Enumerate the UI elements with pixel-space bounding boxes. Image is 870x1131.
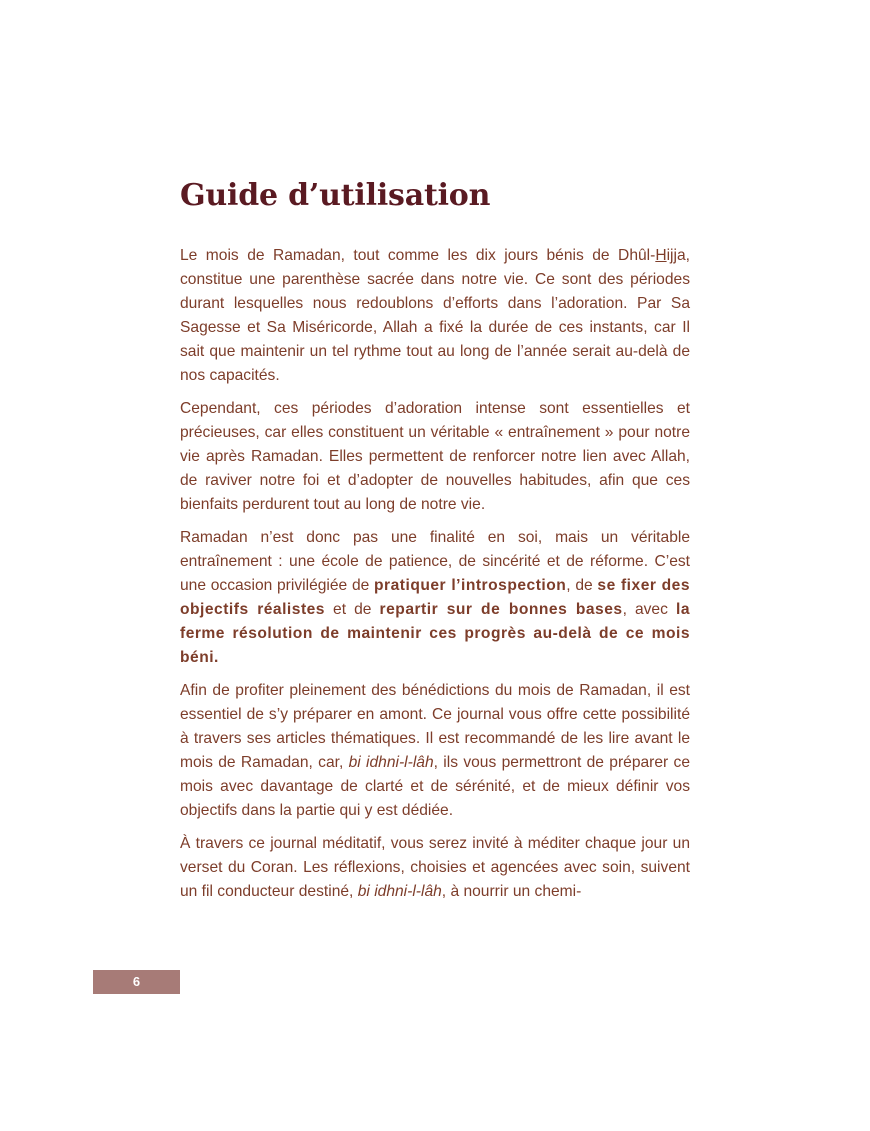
- text-segment: Afin de profiter pleinement des bénédictions du mois de Ramadan, il est essentiel de s’y préparer en amont. Ce journal vous offre cette possibilité à travers ses articles thématiques. Il est recommandé de les lire avant le mois de Ramadan, car,: [180, 682, 690, 771]
- paragraph: [180, 244, 690, 388]
- bold-text: repartir sur de bonnes bases: [379, 601, 623, 618]
- paragraph: [180, 832, 690, 904]
- page-title: Guide d’utilisation: [180, 178, 491, 213]
- text-segment: , de: [566, 577, 598, 594]
- text-segment: Ramadan n’est donc pas une finalité en soi, mais un véritable entraînement : une école de patience, de sincérité et de réforme. C’est une occasion privilégiée de: [180, 529, 690, 594]
- paragraph: [180, 397, 690, 517]
- paragraph: [180, 526, 690, 670]
- text-segment: , à nourrir un chemi-: [441, 883, 582, 900]
- bold-text: la ferme résolution de maintenir ces progrès au-delà de ce mois béni.: [180, 601, 690, 666]
- text-segment: , ils vous permettront de préparer ce mois avec davantage de clarté et de sérénité, et de mieux définir vos objectifs dans la partie qui y est dédiée.: [180, 754, 691, 819]
- underlined-text: H: [655, 247, 667, 264]
- bold-text: se fixer des objectifs réalistes: [180, 577, 691, 618]
- bold-text: pratiquer l’introspection: [374, 577, 567, 594]
- text-segment: Cependant, ces périodes d’adoration intense sont essentielles et précieuses, car elles constituent un véritable « entraînement » pour notre vie après Ramadan. Elles permettent de renforcer notre lien avec Allah, de raviver notre foi et d’adopter de nouvelles habitudes, afin que ces bienfaits perdurent tout au long de notre vie.: [180, 400, 690, 513]
- text-segment: Le mois de Ramadan, tout comme les dix jours bénis de Dhûl-: [180, 247, 656, 264]
- text-segment: et de: [324, 601, 380, 618]
- body-text: [180, 244, 690, 913]
- italic-text: bi idhni-l-lâh: [357, 883, 442, 900]
- page-number-badge: 6: [93, 970, 180, 994]
- text-segment: ijja, constitue une parenthèse sacrée dans notre vie. Ce sont des périodes durant lesquelles nous redoublons d’efforts dans l’adoration. Par Sa Sagesse et Sa Miséricorde, Allah a fixé la durée de ces instants, car Il sait que maintenir un tel rythme tout au long de l’année serait au-delà de nos capacités.: [180, 247, 690, 384]
- text-segment: , avec: [622, 601, 676, 618]
- paragraph: [180, 679, 690, 823]
- text-segment: À travers ce journal méditatif, vous serez invité à méditer chaque jour un verset du Coran. Les réflexions, choisies et agencées avec soin, suivent un fil conducteur destiné,: [180, 835, 690, 900]
- italic-text: bi idhni-l-lâh: [348, 754, 434, 771]
